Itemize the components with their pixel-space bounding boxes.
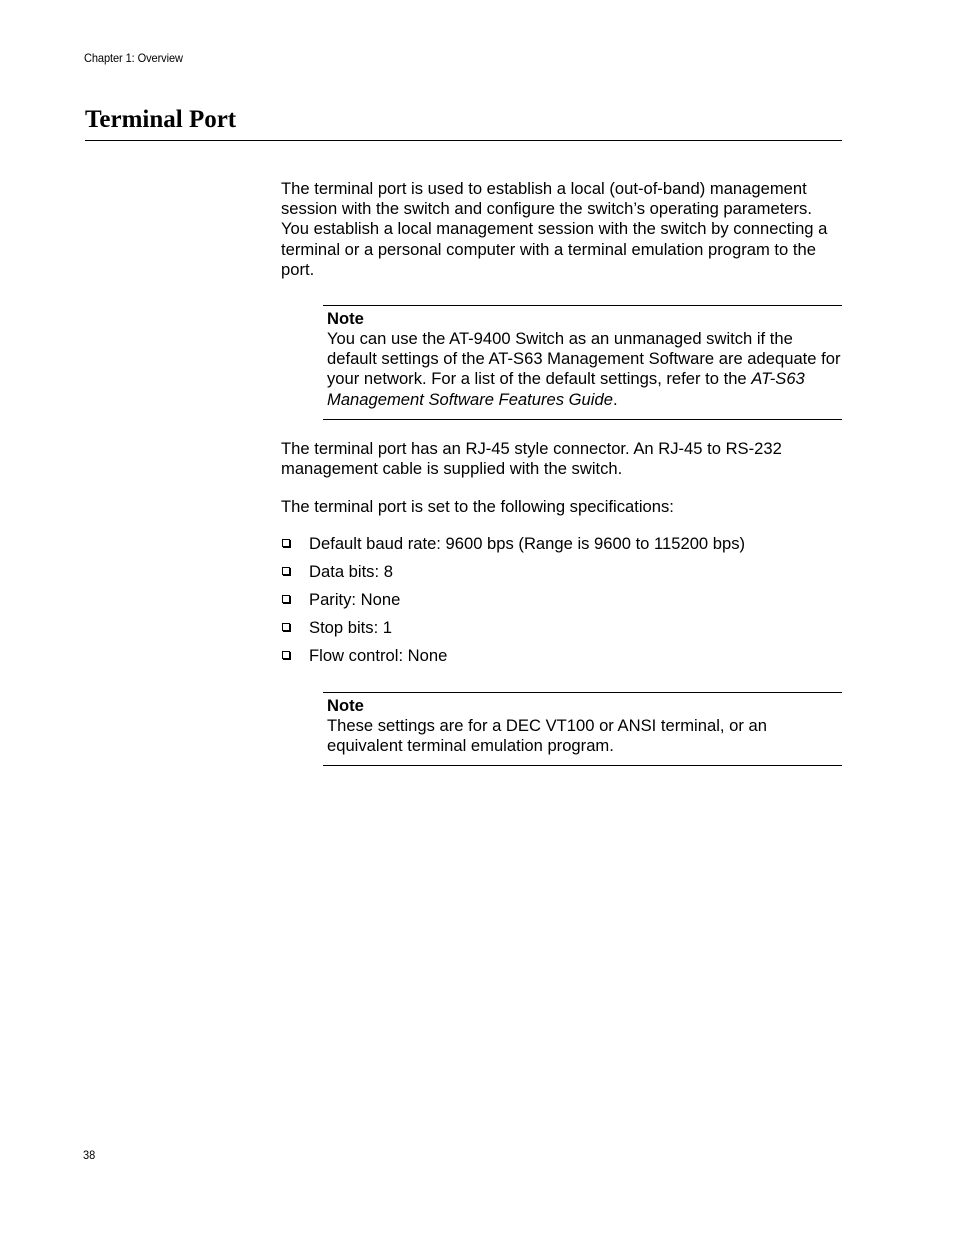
page-number: 38 [83, 1148, 96, 1162]
note-text: You can use the AT-9400 Switch as an unmanaged switch if the default settings of the AT-S63 Management Software are adequate for your network. For a list of the default settings, refer to the [327, 329, 841, 389]
checkbox-bullet-icon [282, 595, 290, 603]
note-box-terminal-settings [323, 692, 842, 766]
checkbox-bullet-icon [282, 623, 290, 631]
note-body: These settings are for a DEC VT100 or ANSI terminal, or an equivalent terminal emulation program. [327, 716, 767, 756]
spec-text: Parity: None [309, 590, 401, 609]
specs-intro-paragraph: The terminal port is set to the following specifications: [281, 497, 674, 516]
connector-paragraph: The terminal port has an RJ-45 style connector. An RJ-45 to RS-232 management cable is supplied with the switch. [281, 439, 782, 479]
note-text-suffix: . [612, 389, 618, 409]
note-box-default-settings [323, 305, 842, 420]
intro-paragraph: The terminal port is used to establish a local (out-of-band) management session with the switch and configure the switch’s operating parameters. You establish a local management session with the switch by connecting a terminal or a personal computer with a terminal emulation program to the port. [281, 179, 828, 279]
checkbox-bullet-icon [282, 539, 290, 547]
spec-text: Flow control: None [309, 646, 448, 665]
note-body [327, 329, 842, 410]
spec-text: Stop bits: 1 [309, 618, 393, 637]
spec-text: Data bits: 8 [309, 562, 393, 581]
checkbox-bullet-icon [282, 567, 290, 575]
running-header: Chapter 1: Overview [84, 51, 183, 65]
note-heading: Note [327, 696, 364, 715]
title-rule [85, 140, 842, 141]
section-title: Terminal Port [85, 106, 237, 133]
checkbox-bullet-icon [282, 651, 290, 659]
features-guide-reference: AT-S63 Management Software Features Guide [327, 369, 805, 409]
note-heading: Note [327, 309, 364, 328]
spec-text: Default baud rate: 9600 bps (Range is 9600 to 115200 bps) [309, 534, 746, 553]
